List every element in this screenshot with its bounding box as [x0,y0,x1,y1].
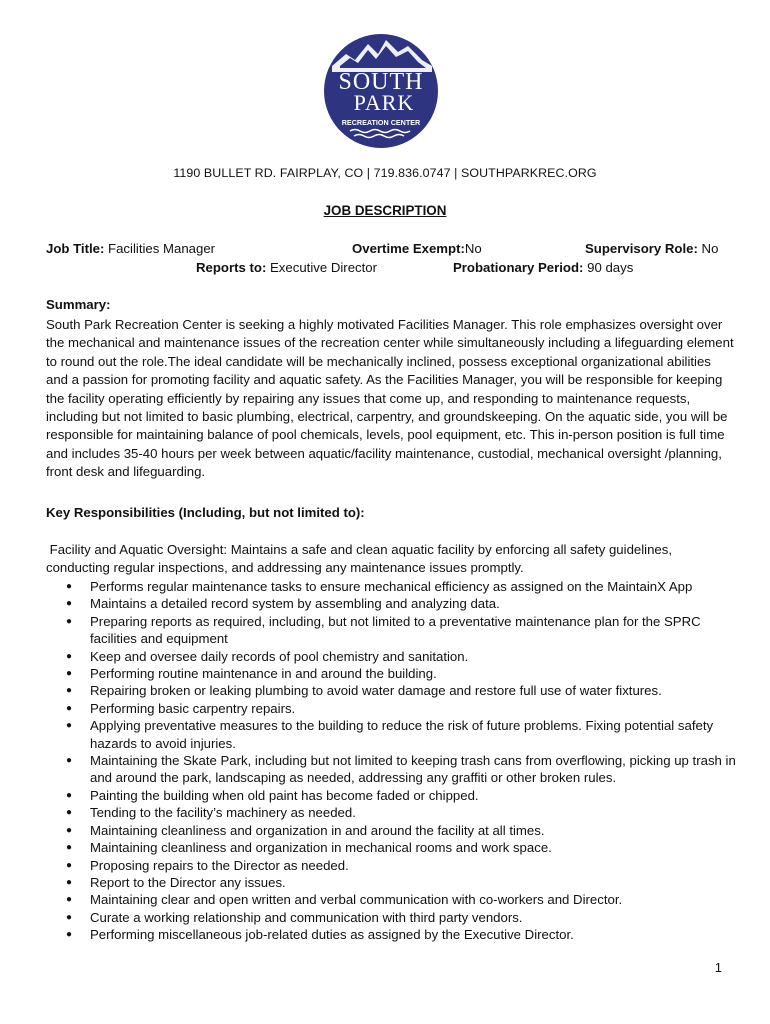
probation-value: 90 days [587,260,634,275]
list-item: ● Performs regular maintenance tasks to ensure mechanical efficiency as assigned on the MaintainX App [46,578,736,595]
job-title-label: Job Title: [46,241,105,256]
reports-to-label: Reports to: [196,260,267,275]
reports-to-row [196,260,377,275]
supervisory-label: Supervisory Role: [585,241,698,256]
logo-recreation-text: RECREATION CENTER [341,118,421,127]
list-item: ● Proposing repairs to the Director as needed. [46,857,736,874]
probation-row [453,260,633,275]
list-item: ● Curate a working relationship and communication with third party vendors. [46,909,736,926]
list-item: ● Performing miscellaneous job-related duties as assigned by the Executive Director. [46,926,736,943]
supervisory-value: No [701,241,719,256]
address-line: 1190 BULLET RD. FAIRPLAY, CO | 719.836.0747 | SOUTHPARKREC.ORG [173,166,597,180]
list-item: ● Performing basic carpentry repairs. [46,700,736,717]
list-item: ● Maintaining the Skate Park, including but not limited to keeping trash cans from overflowing, picking up trash in and around the park, landscaping as needed, addressing any graffiti or other broken rules. [46,752,736,787]
responsibilities-heading: Key Responsibilities (Including, but not limited to): [46,505,365,520]
page-number: 1 [714,960,722,975]
list-item: ● Tending to the facility’s machinery as needed. [46,804,736,821]
summary-text: South Park Recreation Center is seeking a highly motivated Facilities Manager. This role emphasizes oversight over the mechanical and maintenance issues of the recreation center while simultaneously including a lifeguarding element to round out the role.The ideal candidate will be mechanically inclined, possess exceptional organizational abilities and a passion for promoting facility and aquatic safety. As the Facilities Manager, you will be responsible for keeping the facility operating efficiently by repairing any issues that come up, and responding to maintenance requests, including but not limited to basic plumbing, electrical, carpentry, and groundskeeping. On the aquatic side, you will be responsible for maintaining balance of pool chemicals, levels, pool equipment, etc. This in-person position is full time and includes 35-40 hours per week between aquatic/facility maintenance, custodial, mechanical oversight /planning, front desk and lifeguarding. [46,317,734,480]
list-item: ● Keep and oversee daily records of pool chemistry and sanitation. [46,648,736,665]
logo-south-text: SOUTH [338,69,424,95]
list-item: ● Repairing broken or leaking plumbing to avoid water damage and restore full use of water fixtures. [46,682,736,699]
probation-label: Probationary Period: [453,260,584,275]
overtime-row [352,241,482,256]
job-title-row [46,241,215,256]
job-title-value: Facilities Manager [108,241,216,256]
list-item: ● Maintaining cleanliness and organization in mechanical rooms and work space. [46,839,736,856]
list-item: ● Maintains a detailed record system by assembling and analyzing data. [46,595,736,612]
list-item: ● Report to the Director any issues. [46,874,736,891]
overtime-label: Overtime Exempt: [352,241,465,256]
list-item: ● Maintaining clear and open written and verbal communication with co-workers and Director. [46,891,736,908]
summary-heading: Summary: [46,297,111,312]
list-item: ● Performing routine maintenance in and around the building. [46,665,736,682]
logo-park-text: PARK [353,90,415,115]
supervisory-row [585,241,718,256]
reports-to-value: Executive Director [270,260,378,275]
responsibilities-list [46,578,736,944]
list-item: ● Painting the building when old paint has become faded or chipped. [46,787,736,804]
list-item: ● Preparing reports as required, including, but not limited to a preventative maintenance plan for the SPRC facilities and equipment [46,613,736,648]
list-item: ● Maintaining cleanliness and organization in and around the facility at all times. [46,822,736,839]
document-title: JOB DESCRIPTION [323,203,447,218]
list-item: ● Applying preventative measures to the building to reduce the risk of future problems. Fixing potential safety hazards to avoid injuries. [46,717,736,752]
south-park-logo [322,32,440,150]
overtime-value: No [464,241,482,256]
responsibilities-intro-text: Facility and Aquatic Oversight: Maintains a safe and clean aquatic facility by enforcing all safety guidelines, conducting regular inspections, and addressing any maintenance issues promptly. [46,542,673,575]
responsibilities-intro [46,541,736,577]
